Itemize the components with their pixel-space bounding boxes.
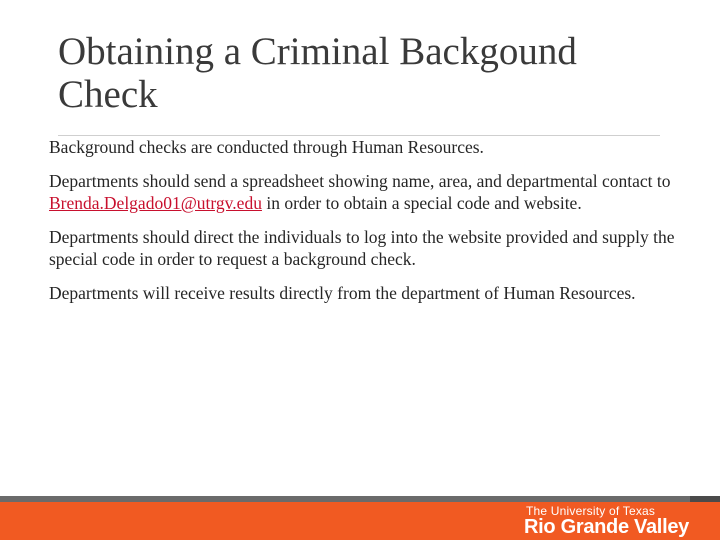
university-logo xyxy=(520,500,700,540)
logo-line-university: The University of Texas xyxy=(526,504,656,518)
paragraph-spreadsheet-lead: Departments should send a spreadsheet showing name, area, and departmental contact to xyxy=(49,171,671,191)
logo-line-rgv: Rio Grande Valley xyxy=(524,516,689,538)
slide-title: Obtaining a Criminal Backgound Check xyxy=(58,30,577,116)
paragraph-spreadsheet xyxy=(49,170,689,214)
paragraph-hr: Background checks are conducted through Human Resources. xyxy=(49,137,484,157)
paragraph-spreadsheet-tail: in order to obtain a special code and website. xyxy=(261,193,582,213)
paragraph-website: Departments should direct the individuals to log into the website provided and supply the special code in order to request a background check. xyxy=(49,227,675,269)
paragraph-results: Departments will receive results directly from the department of Human Resources. xyxy=(49,283,636,303)
email-link[interactable]: Brenda.Delgado01@utrgv.edu xyxy=(49,193,262,213)
slide-body xyxy=(49,136,689,316)
